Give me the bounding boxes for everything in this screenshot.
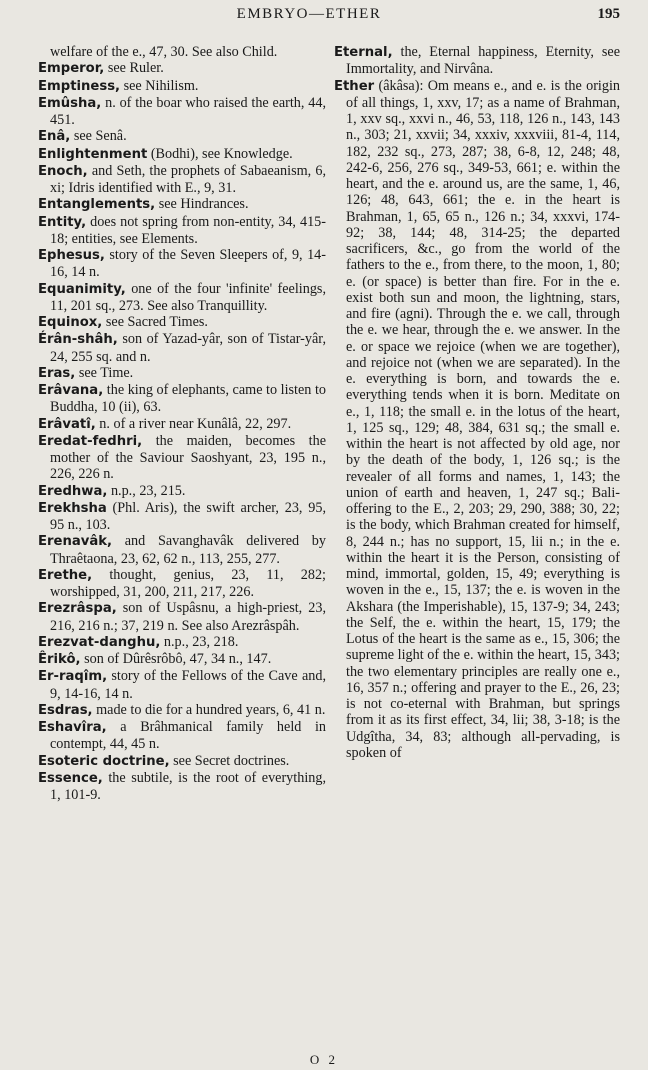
index-entry (38, 600, 326, 634)
index-entry-text: and Savanghavâk delivered by Thraêtaona, 23, 62, 62 n., 113, 255, 277. (50, 533, 326, 567)
index-entry (38, 651, 326, 668)
signature-mark: O 2 (309, 1052, 339, 1067)
index-entry (38, 214, 326, 248)
index-entry-text: thought, genius, 23, 11, 282; worshipped, 31, 200, 211, 217, 226. (50, 566, 326, 600)
index-headword: Êrikô, (38, 652, 81, 667)
index-entry (38, 247, 326, 281)
index-entry-text: the king of elephants, came to listen to Buddha, 10 (ii), 63. (50, 382, 326, 416)
index-entry-text: made to die for a hundred years, 6, 41 n. (92, 701, 326, 718)
index-headword: Ephesus, (38, 248, 105, 263)
index-entry (38, 163, 326, 197)
index-entry-text: see Senâ. (70, 128, 127, 145)
index-entry-text: a Brâhmanical family held in contempt, 44, 45 n. (50, 719, 326, 753)
index-entry (334, 78, 620, 762)
index-entry-text: does not spring from non-entity, 34, 415-18; entities, see Elements. (50, 213, 326, 247)
index-entry (38, 634, 326, 651)
index-headword: Erezvat-danghu, (38, 634, 161, 650)
index-entry-text: n.p., 23, 215. (107, 482, 186, 499)
index-entry-text: see Secret doctrines. (169, 752, 290, 769)
index-entry (38, 533, 326, 567)
running-head: EMBRYO—ETHER (236, 6, 382, 22)
index-headword: Entity, (38, 214, 87, 230)
index-entry (38, 483, 326, 500)
index-entry-text: son of Dûrêsrôbô, 47, 34 n., 147. (80, 651, 272, 667)
index-headword: Equinox, (38, 315, 103, 330)
index-entry-text: the subtile, is the root of everything, 1, 101-9. (50, 769, 326, 803)
page-header (38, 6, 620, 28)
index-entry (38, 281, 326, 315)
index-entry-text: son of Yazad-yâr, son of Tistar-yâr, 24, 255 sq. and n. (50, 331, 326, 365)
index-entry-text: son of Uspâsnu, a high-priest, 23, 216, 216 n.; 37, 219 n. See also Arezrâspâh. (50, 600, 326, 634)
index-entry (38, 365, 326, 382)
index-entry (38, 44, 326, 60)
index-entry (38, 719, 326, 753)
index-headword: Enoch, (38, 163, 88, 179)
index-headword: Eternal, (334, 45, 393, 60)
index-entry (38, 500, 326, 534)
index-entry (38, 314, 326, 331)
index-headword: Emptiness, (38, 78, 121, 94)
index-entry (38, 382, 326, 416)
index-entry-text: (Bodhi), see Knowledge. (147, 145, 293, 162)
index-headword: Essence, (38, 770, 103, 786)
index-entry-text: see Nihilism. (120, 77, 199, 94)
index-headword: Enlightenment (38, 146, 148, 162)
index-headword: Erekhsha (38, 500, 107, 516)
index-headword: Erâvana, (38, 383, 104, 398)
index-entry-text: and Seth, the prophets of Sabaeanism, 6, xi; Idris identified with E., 9, 31. (50, 162, 326, 196)
index-entry-text: story of the Fellows of the Cave and, 9, 14-16, 14 n. (50, 668, 326, 702)
index-entry-text: n. of the boar who raised the earth, 44, 451. (50, 94, 326, 128)
index-entry-text: the, Eternal happiness, Eternity, see Immortality, and Nirvâna. (346, 44, 620, 78)
index-headword: Equanimity, (38, 281, 126, 297)
index-entry (38, 433, 326, 483)
index-entry-text: one of the four 'infinite' feelings, 11, 201 sq., 273. See also Tranquillity. (50, 280, 326, 314)
index-headword: Esdras, (38, 702, 93, 718)
index-entry-text: the maiden, becomes the mother of the Saviour Saoshyant, 23, 195 n., 226, 226 n. (50, 432, 326, 483)
index-entry-text: story of the Seven Sleepers of, 9, 14-16, 14 n. (50, 247, 326, 281)
index-entry (38, 146, 326, 163)
index-entry (334, 44, 620, 78)
index-headword: Emûsha, (38, 95, 102, 111)
index-headword: Entanglements, (38, 197, 156, 213)
index-entry-text: (âkâsa): Om means e., and e. is the origin of all things, 1, xxv, 17; as a name of Brahman, 1, xxv sq., xxvi n., 46, 53, 118, 126 n., 143, 143 n., 303; 21, xxvii; 34, xxxiv, xxxviii, 81-4, 114, 182, 232 sq., 273, 287; 38, 6-8, 12, 248; 48, 242-6, 256, 276 sq., 349-53, 661; e. within the heart, and the e. around us, are the same, 1, 46, 126; 48, 643, 661; the e. in the heart is Brahman, 1, 65, 65 n., 126 n.; 34, xxxvi, 174-92; 38, 144; 48, 314-25; the departed sacrificers, &c., go from the world of the fathers to the e., from there, to the moon, 1, 80; e. (or space) is better than fire. For in the e. exist both sun and moon, the lightning, stars, and fire (agni). Through the e. we call, through the e. we hear, through the e. we answer. In the e. or space we rejoice (when we are together), and rejoice not (when we are separated). In the e. everything is born, and towards the e. everything tends when it is born. Meditate on e., 1, 118; the small e. in the lotus of the heart, 1, 125 sq., 129; 48, 384, 631 sq.; the small e. within the heart is not affected by old age, nor by the death of the body, 1, 126 sq.; is the revealer of all forms and names, 1, 143; the union of earth and heaven, 1, 247 sq.; Bali-offering to the E., 2, 203; 29, 290, 388; 30, 22; is the body, which Brahman created for himself, 8, 244 n.; has no support, 15, lii n.; in the e. within the heart it is the Person, consisting of mind, immortal, golden, 15, 49; everything is woven in the e., 15, 137; the e. is woven in the Akshara (the Imperishable), 15, 137-9; 34, 243; the Self, the e. within the heart, 15, 179; the Lotus of the heart is the same as e., 15, 306; the supreme light of the e. within the heart, 15, 343; the two elementary principles are really one e., 16, 357 n.; offering and prayer to the E., 26, 23; is not co-eternal with Brahman, but springs from it as its first effect, 34, lii; 38, 3-18; is the Udgîtha, 34, 83; although all-pervading, is spoken of (346, 77, 620, 761)
index-headword: Erezrâspa, (38, 601, 117, 617)
index-headword: Eras, (38, 365, 76, 381)
index-headword: Ether (334, 78, 375, 94)
index-headword: Eshavîra, (38, 720, 107, 735)
index-entry-text: see Time. (75, 364, 134, 381)
index-entry-text: n. of a river near Kunâlâ, 22, 297. (95, 415, 292, 432)
index-entry (38, 753, 326, 770)
index-entry (38, 567, 326, 601)
index-entry (38, 416, 326, 433)
index-entry (38, 78, 326, 95)
index-entry-text: see Sacred Times. (102, 314, 208, 330)
index-headword: Eredhwa, (38, 483, 108, 499)
index-entry (38, 331, 326, 365)
index-headword: Emperor, (38, 61, 105, 77)
index-column-right (334, 44, 620, 761)
index-entry-text: welfare of the e., 47, 30. See also Child. (50, 44, 278, 60)
index-entry (38, 196, 326, 213)
index-entry (38, 128, 326, 145)
index-headword: Er-raqîm, (38, 669, 108, 685)
index-entry (38, 60, 326, 77)
index-entry-text: (Phl. Aris), the swift archer, 23, 95, 95 n., 103. (50, 499, 326, 533)
index-headword: Enâ, (38, 129, 71, 145)
page-number: 195 (597, 6, 620, 22)
index-headword: Erâvatî, (38, 416, 96, 432)
index-entry (38, 95, 326, 129)
index-headword: Érân-shâh, (38, 332, 118, 348)
index-headword: Eredat-fedhri, (38, 433, 143, 449)
index-entry (38, 770, 326, 804)
index-headword: Esoteric doctrine, (38, 753, 170, 769)
index-column-left (38, 44, 326, 803)
index-entry-text: see Hindrances. (155, 196, 249, 213)
index-headword: Erethe, (38, 567, 93, 583)
index-entry-text: see Ruler. (104, 60, 164, 77)
index-entry-text: n.p., 23, 218. (160, 633, 239, 650)
index-entry (38, 702, 326, 719)
index-entry (38, 668, 326, 702)
index-headword: Erenavâk, (38, 534, 113, 550)
